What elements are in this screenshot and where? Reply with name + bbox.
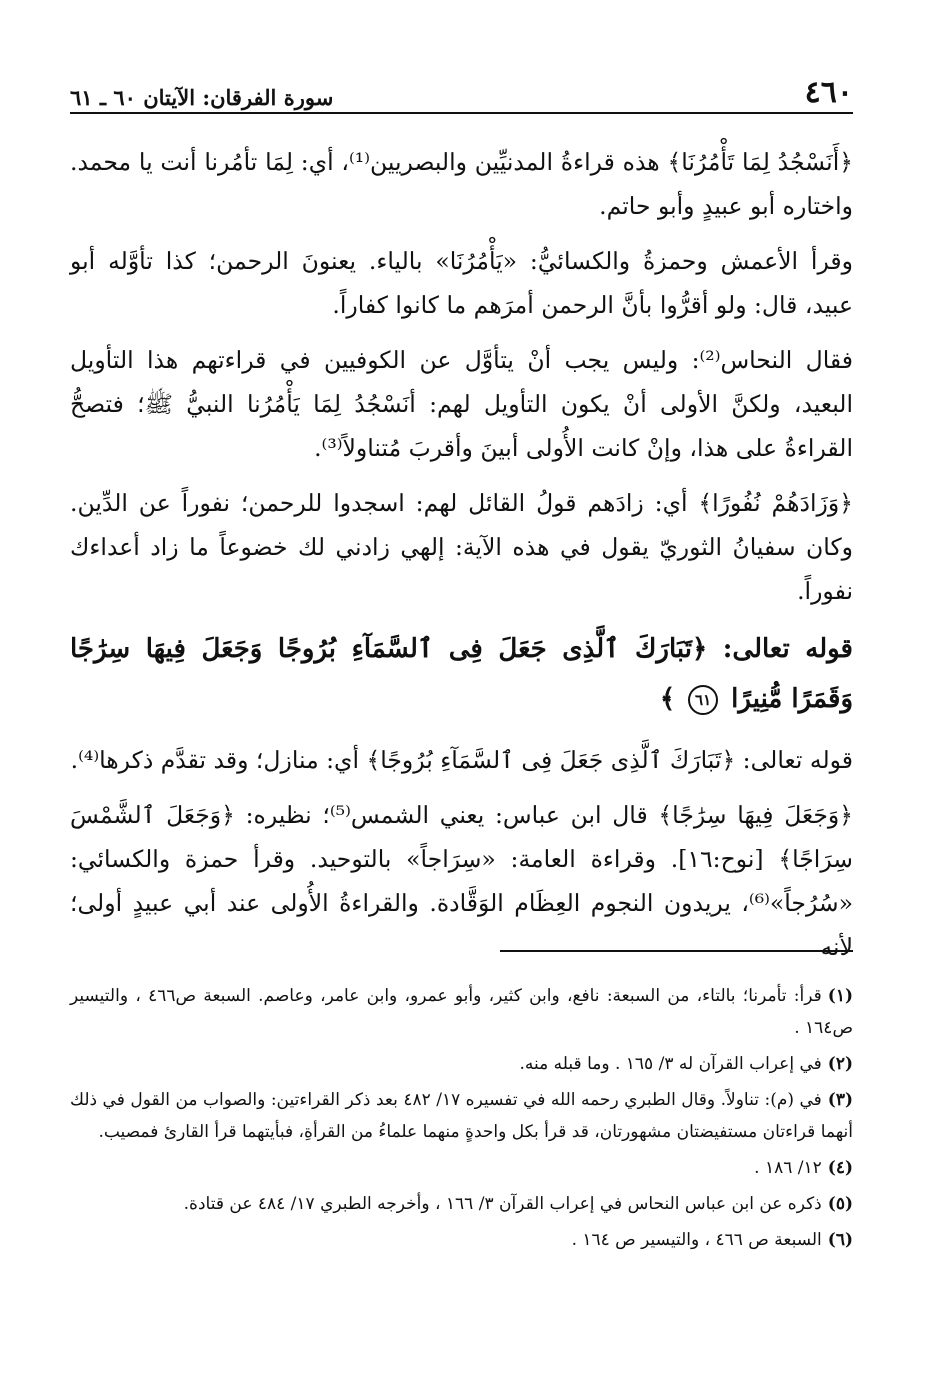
- footnote-number: (٤): [827, 1158, 853, 1178]
- footnote-number: (٢): [827, 1054, 853, 1074]
- footnote-number: (٥): [827, 1194, 853, 1214]
- footnote: [70, 1152, 853, 1184]
- paragraph: ﴿وَزَادَهُمْ نُفُورًا﴾ أي: زادَهم قولُ القائل لهم: اسجدوا للرحمن؛ نفوراً عن الدِّين. وكان سفيانُ الثوريّ يقول في هذه الآية: إلهي زادني لك خضوعاً ما زاد أعداءك نفوراً.: [70, 489, 853, 605]
- running-title: سورة الفرقان: الآيتان ٦٠ ـ ٦١: [70, 85, 334, 110]
- footnote-text: السبعة ص ٤٦٦ ، والتيسير ص ١٦٤ .: [571, 1230, 822, 1250]
- footnote: [70, 1224, 853, 1256]
- paragraph: وقرأ الأعمش وحمزةُ والكسائيُّ: «يَأْمُرُنَا» بالياء. يعنونَ الرحمن؛ كذا تأوَّله أبو عبيد، قال: ولو أقرُّوا بأنَّ الرحمن أمرَهم ما كانوا كفاراً.: [70, 247, 853, 319]
- footnote: [70, 980, 853, 1044]
- footnote-separator: [500, 950, 853, 952]
- footnote-number: (١): [827, 986, 853, 1006]
- footnote-text: قرأ: تأمرنا؛ بالتاء، من السبعة: نافع، وابن كثير، وأبو عمرو، وابن عامر، وعاصم. السبعة ص٤٦٦ ، والتيسير ص١٦٤ .: [70, 986, 853, 1038]
- ayah-number-icon: ٦١: [688, 685, 718, 715]
- page-header: [70, 68, 853, 114]
- verse-text: ﴿تَبَارَكَ ٱلَّذِى جَعَلَ فِى ٱلسَّمَآءِ بُرُوجًا وَجَعَلَ فِيهَا سِرَٰجًا وَقَمَرًا مُّنِيرًا: [70, 634, 853, 714]
- verse-close-bracket: ﴾: [659, 684, 676, 714]
- paragraph: قوله تعالى: ﴿تَبَارَكَ ٱلَّذِى جَعَلَ فِى ٱلسَّمَآءِ بُرُوجًا﴾ أي: منازل؛ وقد تقدَّم ذكرها⁽⁴⁾.: [70, 746, 853, 774]
- footnote-number: (٦): [827, 1230, 853, 1250]
- main-text: [70, 140, 853, 980]
- footnotes: [70, 980, 853, 1260]
- footnote-text: في (م): تناولاً. وقال الطبري رحمه الله في تفسيره ١٧/ ٤٨٢ بعد ذكر القراءتين: والصواب من القول في ذلك أنهما قراءتان مستفيضتان مشهورتان، قد قرأ بكل واحدةٍ منهما علماءُ من القرأةِ، فبأيتهما قرأ القارئ فمصيب.: [70, 1090, 853, 1142]
- footnote-text: في إعراب القرآن له ٣/ ١٦٥ . وما قبله منه.: [519, 1054, 822, 1074]
- footnote-number: (٣): [827, 1090, 853, 1110]
- footnote: [70, 1084, 853, 1148]
- footnote: [70, 1048, 853, 1080]
- paragraph: ﴿وَجَعَلَ فِيهَا سِرَٰجًا﴾ قال ابن عباس: يعني الشمس⁽⁵⁾؛ نظيره: ﴿وَجَعَلَ ٱلشَّمْسَ سِرَاجًا﴾ [نوح:١٦]. وقراءة العامة: «سِرَاجاً» بالتوحيد. وقرأ حمزة والكسائي: «سُرُجاً»⁽⁶⁾، يريدون النجوم العِظَام الوَقَّادة. والقراءةُ الأُولى عند أبي عبيدٍ أولى؛ لأنه: [70, 801, 853, 961]
- footnote-text: ذكره عن ابن عباس النحاس في إعراب القرآن ٣/ ١٦٦ ، وأخرجه الطبري ١٧/ ٤٨٤ عن قتادة.: [183, 1194, 822, 1214]
- page-number: ٤٦٠: [804, 75, 853, 110]
- paragraph: ﴿أَنَسْجُدُ لِمَا تَأْمُرُنَا﴾ هذه قراءةُ المدنيِّين والبصريين⁽¹⁾، أي: لِمَا تأمُرنا أنت يا محمد. واختاره أبو عبيدٍ وأبو حاتم.: [70, 148, 853, 220]
- verse-label: قوله تعالى:: [722, 634, 853, 664]
- paragraph: فقال النحاس⁽²⁾: وليس يجب أنْ يتأوَّل عن الكوفيين في قراءتهم هذا التأويل البعيد، ولكنَّ الأولى أنْ يكون التأويل لهم: أنَسْجُدُ لِمَا يَأْمُرُنا النبيُّ ﷺ؛ فتصحُّ القراءةُ على هذا، وإنْ كانت الأُولى أبينَ وأقربَ مُتناولاً⁽³⁾.: [70, 346, 853, 462]
- footnote: [70, 1188, 853, 1220]
- quran-verse: [70, 624, 853, 724]
- footnote-text: ١٢/ ١٨٦ .: [754, 1158, 822, 1178]
